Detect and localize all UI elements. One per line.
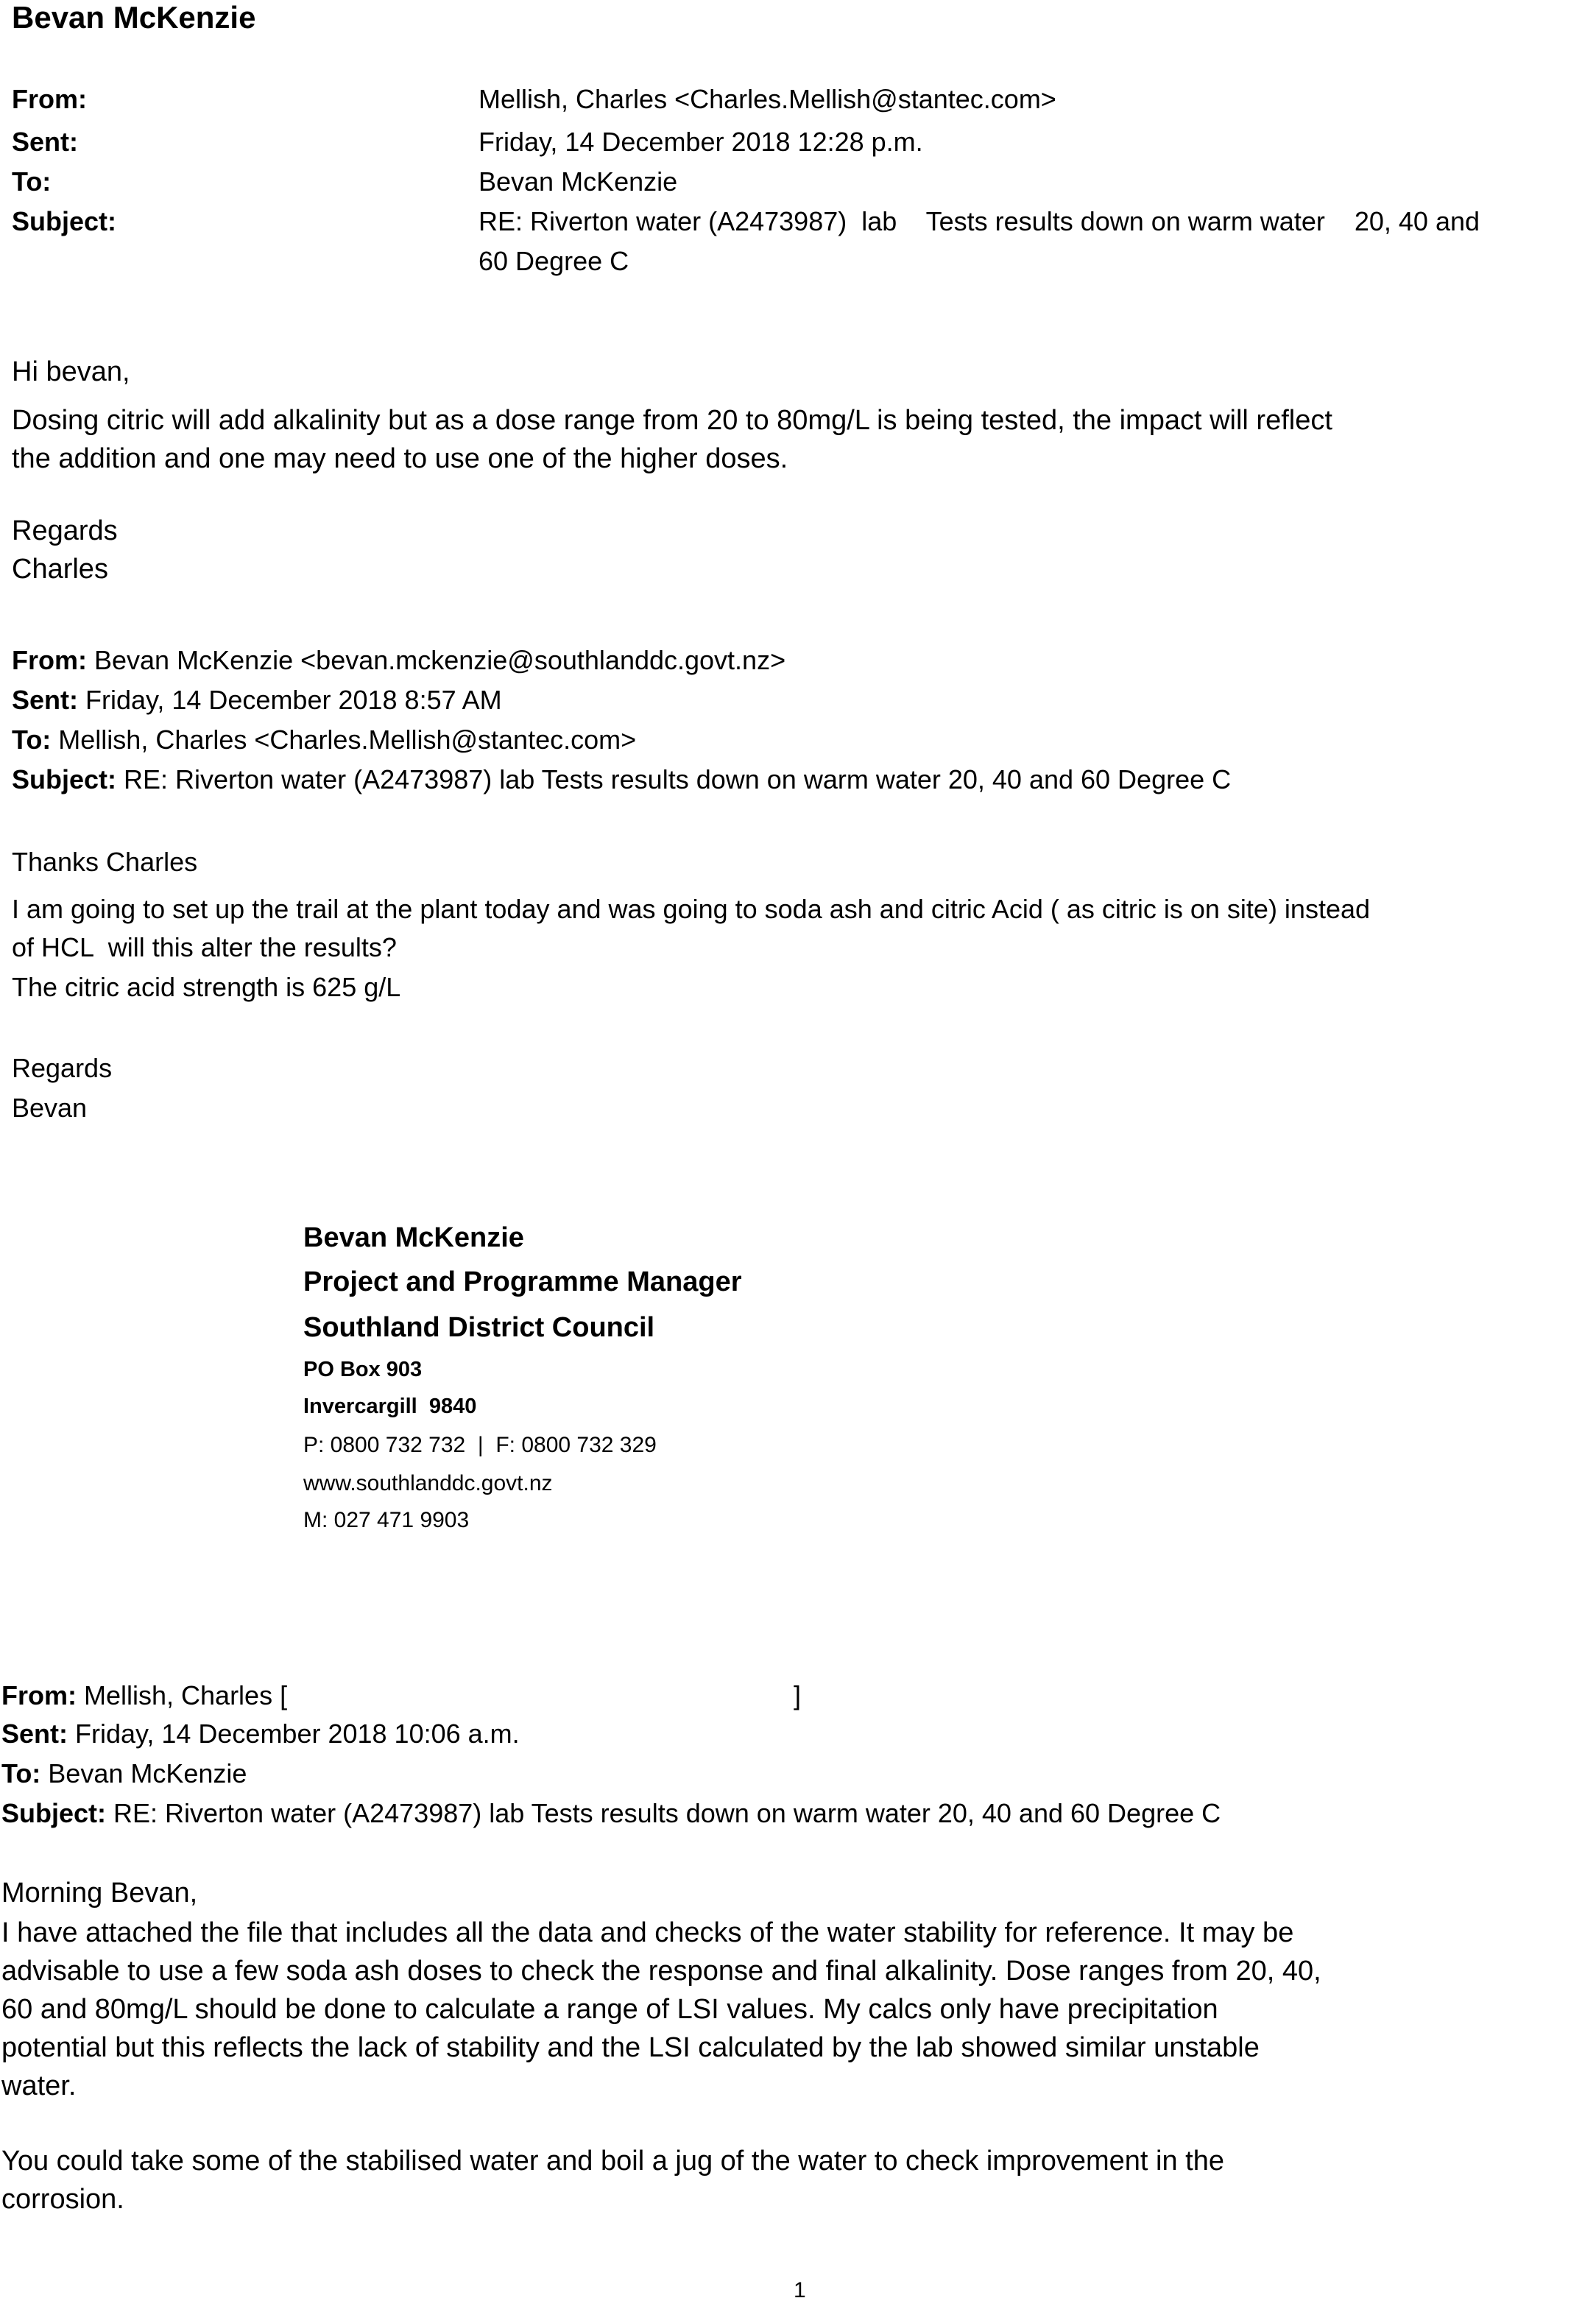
msg2-sent-value: Friday, 14 December 2018 8:57 AM xyxy=(78,685,502,715)
msg3-to-line xyxy=(1,1758,247,1789)
msg2-from-line xyxy=(12,645,785,676)
signature-phone: P: 0800 732 732 | F: 0800 732 329 xyxy=(303,1433,657,1457)
msg2-line1: I am going to set up the trail at the plant today and was going to soda ash and citric Acid ( as citric is on site) instead xyxy=(12,894,1371,924)
signature-name: Bevan McKenzie xyxy=(303,1222,524,1253)
msg3-sent-line xyxy=(1,1719,520,1749)
to-label: To: xyxy=(12,166,52,197)
msg3-para1-line5: water. xyxy=(1,2070,77,2101)
signature-po-box: PO Box 903 xyxy=(303,1358,423,1381)
sent-value: Friday, 14 December 2018 12:28 p.m. xyxy=(479,127,923,157)
msg2-to-label: To: xyxy=(12,725,52,755)
msg3-to-label: To: xyxy=(1,1758,41,1788)
subject-label: Subject: xyxy=(12,206,117,236)
msg2-sent-line xyxy=(12,685,502,716)
msg2-subject-label: Subject: xyxy=(12,764,117,794)
msg1-regards: Regards xyxy=(12,515,118,546)
msg3-para1-line2: advisable to use a few soda ash doses to check the response and final alkalinity. Dose ranges from 20, 40, xyxy=(1,1956,1321,1987)
msg3-para2-line2: corrosion. xyxy=(1,2184,124,2215)
document-owner-name: Bevan McKenzie xyxy=(12,0,256,35)
msg2-sent-label: Sent: xyxy=(12,685,78,715)
msg2-from-label: From: xyxy=(12,645,87,675)
msg3-greeting: Morning Bevan, xyxy=(1,1878,198,1909)
msg3-from-value: Mellish, Charles [ xyxy=(77,1680,288,1710)
msg2-line3: The citric acid strength is 625 g/L xyxy=(12,972,401,1002)
msg3-para1-line4: potential but this reflects the lack of stability and the LSI calculated by the lab showed similar unstable xyxy=(1,2032,1260,2063)
msg3-from-line xyxy=(1,1680,287,1711)
msg3-from-label: From: xyxy=(1,1680,77,1710)
msg2-to-line xyxy=(12,725,636,755)
msg2-regards: Regards xyxy=(12,1053,113,1083)
msg2-to-value: Mellish, Charles <Charles.Mellish@stantec.com> xyxy=(51,725,637,755)
signature-website-link[interactable]: www.southlanddc.govt.nz xyxy=(303,1471,553,1495)
msg2-from-value: Bevan McKenzie <bevan.mckenzie@southlanddc.govt.nz> xyxy=(87,645,786,675)
msg2-thanks: Thanks Charles xyxy=(12,847,198,877)
msg3-para1-line3: 60 and 80mg/L should be done to calculate a range of LSI values. My calcs only have precipitation xyxy=(1,1994,1218,2025)
msg1-greeting: Hi bevan, xyxy=(12,356,130,387)
signature-title: Project and Programme Manager xyxy=(303,1266,742,1297)
msg1-signoff: Charles xyxy=(12,554,108,585)
msg3-sent-value: Friday, 14 December 2018 10:06 a.m. xyxy=(68,1719,520,1749)
msg3-para2-line1: You could take some of the stabilised water and boil a jug of the water to check improvement in the xyxy=(1,2146,1224,2177)
msg3-sent-label: Sent: xyxy=(1,1719,68,1749)
msg3-subject-label: Subject: xyxy=(1,1798,107,1828)
from-label: From: xyxy=(12,84,87,114)
signature-mobile: M: 027 471 9903 xyxy=(303,1508,470,1532)
msg1-line1: Dosing citric will add alkalinity but as a dose range from 20 to 80mg/L is being tested, the impact will reflect xyxy=(12,405,1332,436)
msg3-from-close: ] xyxy=(794,1680,802,1710)
msg3-subject-value: RE: Riverton water (A2473987) lab Tests results down on warm water 20, 40 and 60 Degree C xyxy=(106,1798,1221,1828)
sent-label: Sent: xyxy=(12,127,78,157)
to-value: Bevan McKenzie xyxy=(479,166,678,197)
msg2-line2: of HCL will this alter the results? xyxy=(12,932,397,962)
msg3-para1-line1: I have attached the file that includes all the data and checks of the water stability for reference. It may be xyxy=(1,1917,1294,1948)
msg1-line2: the addition and one may need to use one of the higher doses. xyxy=(12,443,788,474)
msg2-subject-value: RE: Riverton water (A2473987) lab Tests results down on warm water 20, 40 and 60 Degree C xyxy=(116,764,1232,794)
msg3-subject-line xyxy=(1,1798,1221,1829)
msg2-signoff: Bevan xyxy=(12,1093,88,1123)
subject-value-line2: 60 Degree C xyxy=(479,246,629,276)
from-value: Mellish, Charles <Charles.Mellish@stantec.com> xyxy=(479,84,1056,114)
signature-city: Invercargill 9840 xyxy=(303,1395,477,1418)
signature-org: Southland District Council xyxy=(303,1312,655,1343)
msg2-subject-line xyxy=(12,764,1231,795)
msg3-to-value: Bevan McKenzie xyxy=(40,1758,247,1788)
subject-value-line1: RE: Riverton water (A2473987) lab Tests results down on warm water 20, 40 and xyxy=(479,206,1480,236)
page-number: 1 xyxy=(794,2278,806,2302)
